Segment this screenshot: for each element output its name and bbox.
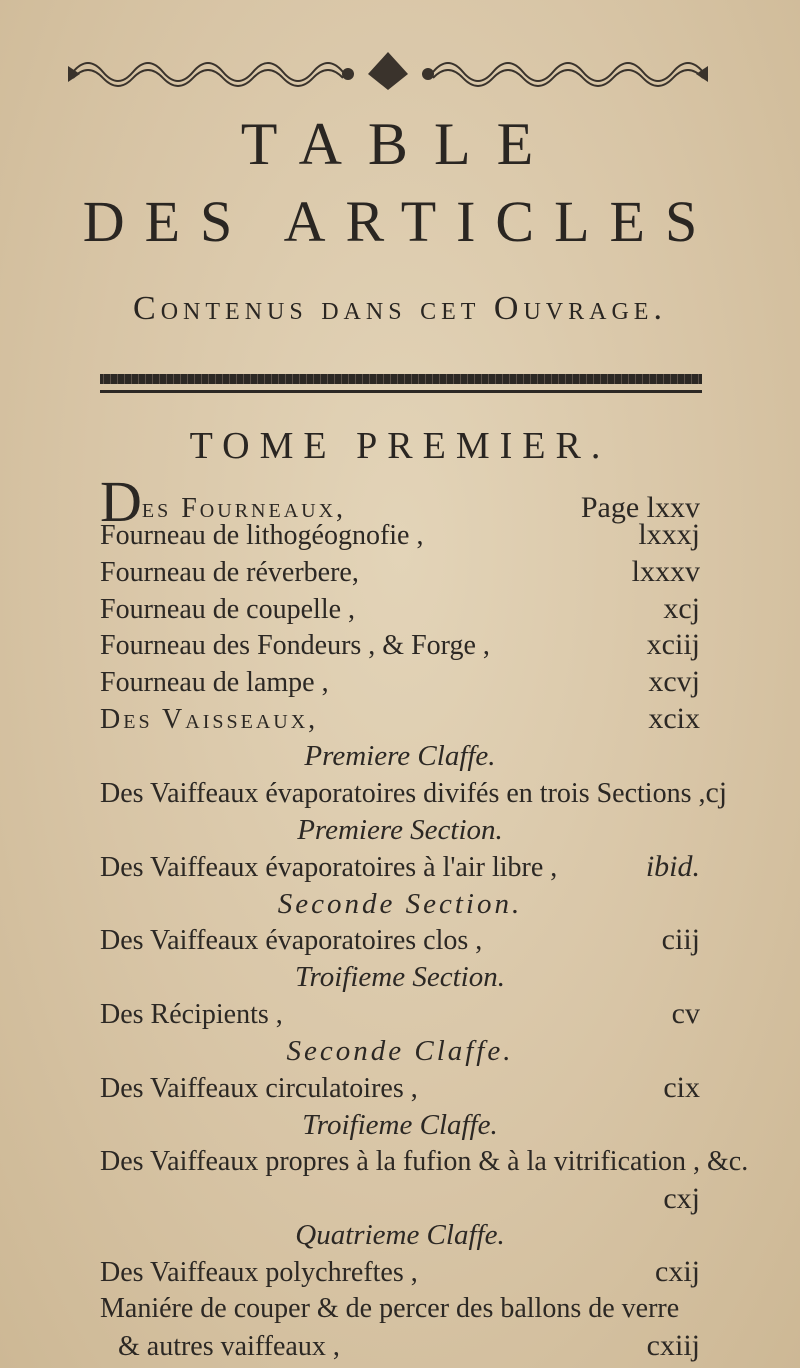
entry-text: Des Récipients , <box>100 999 283 1030</box>
entry-text: Fourneau de coupelle , <box>100 594 356 625</box>
page-reference: xcvj <box>648 665 700 698</box>
entry-text: Des Vaiffeaux propres à la fufion & à la vitrification , &c. <box>100 1146 749 1177</box>
section-heading: Troifieme Section. <box>295 961 505 993</box>
entry-text: Des Vaiffeaux évaporatoires à l'air libre , <box>100 852 558 883</box>
page-reference: lxxxv <box>631 555 700 588</box>
entry-text: Des Vaiffeaux évaporatoires divifés en trois Sections , <box>100 778 706 809</box>
class-heading: Premiere Claffe. <box>304 740 496 772</box>
toc-entry <box>100 629 700 662</box>
toc-entry <box>100 666 700 699</box>
page-reference: xcix <box>648 702 700 735</box>
toc-entry <box>100 703 700 736</box>
tome-heading: TOME PREMIER. <box>189 425 611 467</box>
toc-entry <box>100 1256 700 1289</box>
section-heading: Premiere Section. <box>297 814 503 846</box>
class-heading: Quatrieme Claffe. <box>295 1219 505 1251</box>
entry-text: Maniére de couper & de percer des ballons de verre <box>100 1293 680 1324</box>
toc-entry <box>100 519 700 552</box>
entry-text: Fourneau de lampe , <box>100 667 329 698</box>
entry-text: Fourneau des Fondeurs , & Forge , <box>100 630 490 661</box>
page-reference: cxj <box>663 1182 700 1215</box>
entry-text: Fourneau de lithogéognofie , <box>100 520 424 551</box>
title-subtitle: Contenus dans cet Ouvrage. <box>133 290 667 327</box>
toc-entry <box>100 593 700 626</box>
thin-rule <box>100 390 702 393</box>
class-heading: Troifieme Claffe. <box>302 1109 498 1141</box>
decorative-rule <box>100 374 702 384</box>
page-reference: ciij <box>661 923 700 956</box>
entry-text: es Fourneaux, <box>141 493 347 524</box>
page-reference: lxxxj <box>638 518 700 551</box>
page-reference: cxij <box>655 1255 700 1288</box>
toc-entry <box>100 776 728 810</box>
class-heading: Seconde Claffe. <box>286 1035 514 1067</box>
headband-ornament <box>68 44 708 94</box>
toc-entry <box>100 924 700 957</box>
toc-entry <box>100 1146 749 1178</box>
title-table: TABLE <box>240 111 560 177</box>
section-heading: Seconde Section. <box>277 888 523 920</box>
page-reference: Page lxxv <box>580 491 700 524</box>
entry-text: & autres vaiffeaux , <box>118 1331 340 1362</box>
page-reference: cix <box>663 1071 700 1104</box>
toc-entry <box>100 1330 700 1363</box>
entry-text: Des Vaiffeaux polychreftes , <box>100 1257 418 1288</box>
toc-entry <box>100 998 700 1031</box>
page-reference: ibid. <box>645 850 700 883</box>
entry-text: Des Vaisseaux, <box>100 704 319 735</box>
entry-text: Des Vaiffeaux évaporatoires clos , <box>100 925 483 956</box>
page-reference: cxiij <box>646 1329 700 1362</box>
title-des-articles: DES ARTICLES <box>82 189 718 254</box>
toc-entry <box>100 851 700 884</box>
entry-text: Des Vaiffeaux circulatoires , <box>100 1073 418 1104</box>
page-reference: xciij <box>646 628 700 661</box>
entry-text: Fourneau de réverbere, <box>100 557 359 588</box>
drop-cap: D <box>100 469 142 534</box>
toc-entry-continued <box>100 1183 700 1215</box>
page-reference: cv <box>671 997 700 1030</box>
toc-entry <box>100 1072 700 1105</box>
toc-entry <box>100 1293 700 1325</box>
page-reference: cj <box>705 776 728 809</box>
page-reference: xcj <box>663 592 700 625</box>
toc-entry <box>100 556 700 589</box>
